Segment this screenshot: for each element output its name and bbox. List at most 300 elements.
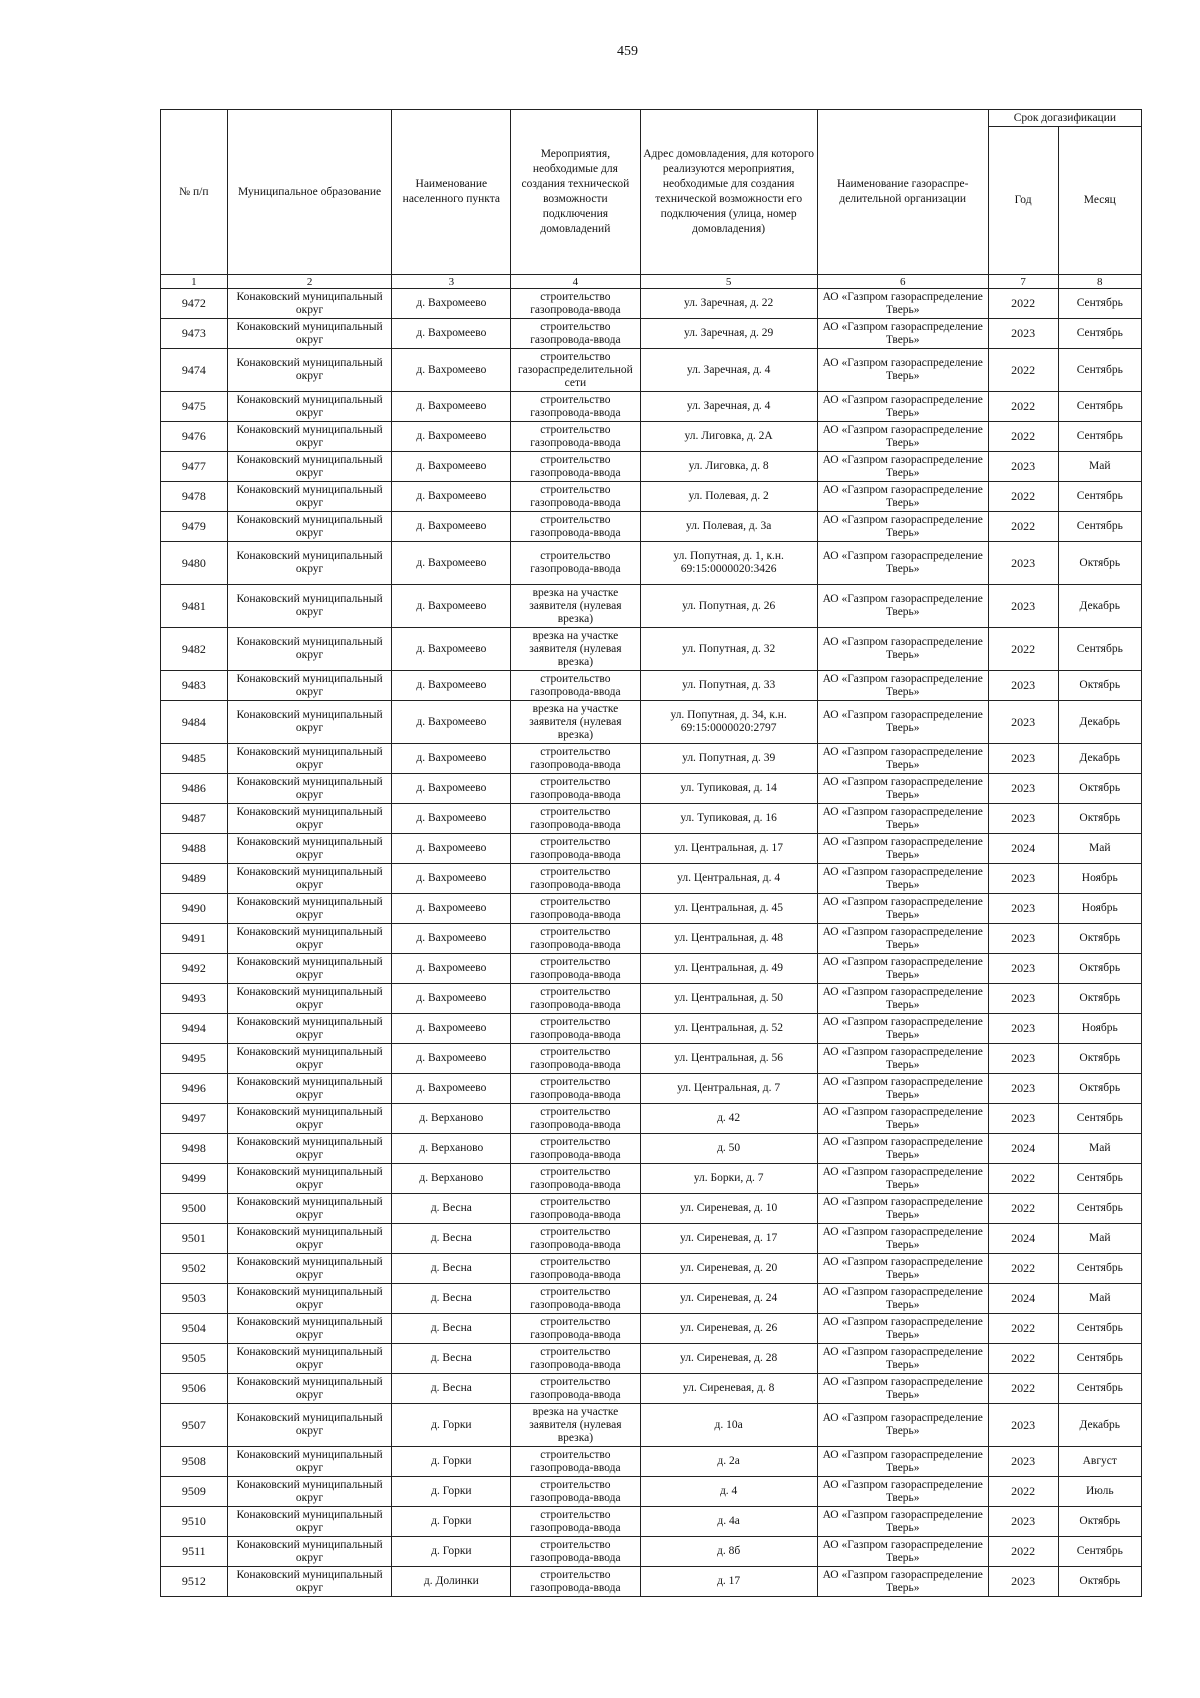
year-cell: 2024 [988,1134,1058,1164]
year-cell: 2023 [988,585,1058,628]
month-cell: Декабрь [1058,744,1141,774]
month-cell: Сентябрь [1058,392,1141,422]
column-number: 3 [392,275,511,289]
settlement-cell: д. Горки [392,1507,511,1537]
table-row [161,744,1142,774]
table-row [161,834,1142,864]
month-cell: Октябрь [1058,774,1141,804]
column-number: 4 [511,275,640,289]
settlement-cell: д. Вахромеево [392,671,511,701]
table-row [161,1344,1142,1374]
measure-cell: строительство газопровода-ввода [511,804,640,834]
municipality-cell: Конаковский муниципальный округ [227,512,392,542]
row-number: 9489 [161,864,228,894]
row-number: 9482 [161,628,228,671]
row-number: 9477 [161,452,228,482]
measure-cell: строительство газопровода-ввода [511,1447,640,1477]
table-row [161,1224,1142,1254]
measure-cell: строительство газопровода-ввода [511,774,640,804]
municipality-cell: Конаковский муниципальный округ [227,1404,392,1447]
row-number: 9488 [161,834,228,864]
month-cell: Октябрь [1058,1567,1141,1597]
year-cell: 2023 [988,864,1058,894]
month-cell: Октябрь [1058,542,1141,585]
gasification-table [160,109,1142,1597]
year-cell: 2023 [988,924,1058,954]
settlement-cell: д. Вахромеево [392,984,511,1014]
measure-cell: врезка на участке заявителя (нулевая врезка) [511,1404,640,1447]
address-cell: ул. Попутная, д. 34, к.н. 69:15:0000020:2797 [640,701,817,744]
municipality-cell: Конаковский муниципальный округ [227,1507,392,1537]
municipality-cell: Конаковский муниципальный округ [227,1044,392,1074]
address-cell: ул. Заречная, д. 22 [640,289,817,319]
table-row [161,1314,1142,1344]
gas-org-cell: АО «Газпром газораспределение Тверь» [817,392,988,422]
year-cell: 2023 [988,1507,1058,1537]
address-cell: ул. Полевая, д. 3а [640,512,817,542]
settlement-cell: д. Вахромеево [392,924,511,954]
gas-org-cell: АО «Газпром газораспределение Тверь» [817,1314,988,1344]
month-cell: Сентябрь [1058,512,1141,542]
gas-org-cell: АО «Газпром газораспределение Тверь» [817,834,988,864]
settlement-cell: д. Вахромеево [392,701,511,744]
address-cell: д. 4а [640,1507,817,1537]
measure-cell: строительство газопровода-ввода [511,452,640,482]
settlement-cell: д. Весна [392,1344,511,1374]
year-cell: 2022 [988,1344,1058,1374]
month-cell: Май [1058,452,1141,482]
municipality-cell: Конаковский муниципальный округ [227,774,392,804]
table-row [161,1537,1142,1567]
measure-cell: строительство газопровода-ввода [511,512,640,542]
row-number: 9492 [161,954,228,984]
settlement-cell: д. Вахромеево [392,542,511,585]
header-municipality: Муниципальное образование [227,110,392,275]
measure-cell: строительство газопровода-ввода [511,924,640,954]
municipality-cell: Конаковский муниципальный округ [227,1014,392,1044]
table-row [161,954,1142,984]
year-cell: 2023 [988,671,1058,701]
month-cell: Октябрь [1058,804,1141,834]
measure-cell: врезка на участке заявителя (нулевая врезка) [511,628,640,671]
month-cell: Май [1058,834,1141,864]
settlement-cell: д. Вахромеево [392,774,511,804]
table-row [161,349,1142,392]
measure-cell: врезка на участке заявителя (нулевая врезка) [511,585,640,628]
municipality-cell: Конаковский муниципальный округ [227,1537,392,1567]
gas-org-cell: АО «Газпром газораспределение Тверь» [817,289,988,319]
table-row [161,1194,1142,1224]
measure-cell: строительство газопровода-ввода [511,1567,640,1597]
row-number: 9508 [161,1447,228,1477]
address-cell: д. 8б [640,1537,817,1567]
municipality-cell: Конаковский муниципальный округ [227,864,392,894]
month-cell: Декабрь [1058,1404,1141,1447]
column-number: 1 [161,275,228,289]
row-number: 9509 [161,1477,228,1507]
row-number: 9494 [161,1014,228,1044]
month-cell: Сентябрь [1058,1537,1141,1567]
table-row [161,422,1142,452]
table-row [161,1254,1142,1284]
row-number: 9503 [161,1284,228,1314]
month-cell: Декабрь [1058,701,1141,744]
table-row [161,984,1142,1014]
measure-cell: врезка на участке заявителя (нулевая врезка) [511,701,640,744]
year-cell: 2023 [988,894,1058,924]
measure-cell: строительство газопровода-ввода [511,864,640,894]
measure-cell: строительство газопровода-ввода [511,1537,640,1567]
month-cell: Сентябрь [1058,1314,1141,1344]
table-row [161,1447,1142,1477]
municipality-cell: Конаковский муниципальный округ [227,1344,392,1374]
month-cell: Сентябрь [1058,1194,1141,1224]
settlement-cell: д. Вахромеево [392,392,511,422]
month-cell: Май [1058,1224,1141,1254]
settlement-cell: д. Вахромеево [392,744,511,774]
settlement-cell: д. Вахромеево [392,954,511,984]
measure-cell: строительство газораспределительной сети [511,349,640,392]
month-cell: Декабрь [1058,585,1141,628]
row-number: 9507 [161,1404,228,1447]
settlement-cell: д. Вахромеево [392,834,511,864]
measure-cell: строительство газопровода-ввода [511,1134,640,1164]
gas-org-cell: АО «Газпром газораспределение Тверь» [817,671,988,701]
address-cell: ул. Центральная, д. 52 [640,1014,817,1044]
municipality-cell: Конаковский муниципальный округ [227,542,392,585]
year-cell: 2022 [988,628,1058,671]
gas-org-cell: АО «Газпром газораспределение Тверь» [817,1194,988,1224]
municipality-cell: Конаковский муниципальный округ [227,744,392,774]
address-cell: ул. Заречная, д. 4 [640,349,817,392]
month-cell: Ноябрь [1058,864,1141,894]
table-row [161,1134,1142,1164]
measure-cell: строительство газопровода-ввода [511,1374,640,1404]
year-cell: 2022 [988,289,1058,319]
page-number: 459 [617,44,638,59]
address-cell: ул. Лиговка, д. 8 [640,452,817,482]
address-cell: ул. Центральная, д. 48 [640,924,817,954]
measure-cell: строительство газопровода-ввода [511,1014,640,1044]
year-cell: 2023 [988,701,1058,744]
month-cell: Май [1058,1134,1141,1164]
address-cell: ул. Сиреневая, д. 8 [640,1374,817,1404]
settlement-cell: д. Вахромеево [392,894,511,924]
gas-org-cell: АО «Газпром газораспределение Тверь» [817,1104,988,1134]
header-num: № п/п [161,110,228,275]
municipality-cell: Конаковский муниципальный округ [227,1254,392,1284]
municipality-cell: Конаковский муниципальный округ [227,1164,392,1194]
year-cell: 2024 [988,1284,1058,1314]
header-group-deadline: Срок догазификации [988,110,1141,127]
gas-org-cell: АО «Газпром газораспределение Тверь» [817,894,988,924]
year-cell: 2022 [988,392,1058,422]
municipality-cell: Конаковский муниципальный округ [227,894,392,924]
row-number: 9505 [161,1344,228,1374]
municipality-cell: Конаковский муниципальный округ [227,319,392,349]
address-cell: ул. Центральная, д. 7 [640,1074,817,1104]
row-number: 9511 [161,1537,228,1567]
table-row [161,774,1142,804]
gas-org-cell: АО «Газпром газораспределение Тверь» [817,452,988,482]
gas-org-cell: АО «Газпром газораспределение Тверь» [817,482,988,512]
year-cell: 2023 [988,774,1058,804]
settlement-cell: д. Весна [392,1194,511,1224]
settlement-cell: д. Вахромеево [392,319,511,349]
measure-cell: строительство газопровода-ввода [511,744,640,774]
gas-org-cell: АО «Газпром газораспределение Тверь» [817,542,988,585]
settlement-cell: д. Вахромеево [392,1044,511,1074]
table-row [161,1284,1142,1314]
month-cell: Август [1058,1447,1141,1477]
settlement-cell: д. Горки [392,1477,511,1507]
municipality-cell: Конаковский муниципальный округ [227,1567,392,1597]
year-cell: 2023 [988,1104,1058,1134]
month-cell: Октябрь [1058,1044,1141,1074]
table-row [161,1164,1142,1194]
municipality-cell: Конаковский муниципальный округ [227,1134,392,1164]
settlement-cell: д. Весна [392,1374,511,1404]
measure-cell: строительство газопровода-ввода [511,319,640,349]
table-row [161,894,1142,924]
address-cell: ул. Сиреневая, д. 26 [640,1314,817,1344]
measure-cell: строительство газопровода-ввода [511,984,640,1014]
table-row [161,1044,1142,1074]
municipality-cell: Конаковский муниципальный округ [227,834,392,864]
measure-cell: строительство газопровода-ввода [511,482,640,512]
row-number: 9485 [161,744,228,774]
year-cell: 2023 [988,744,1058,774]
municipality-cell: Конаковский муниципальный округ [227,984,392,1014]
row-number: 9510 [161,1507,228,1537]
gas-org-cell: АО «Газпром газораспределение Тверь» [817,1224,988,1254]
municipality-cell: Конаковский муниципальный округ [227,671,392,701]
municipality-cell: Конаковский муниципальный округ [227,1477,392,1507]
table-row [161,1014,1142,1044]
measure-cell: строительство газопровода-ввода [511,1314,640,1344]
table-row [161,319,1142,349]
measure-cell: строительство газопровода-ввода [511,1074,640,1104]
row-number: 9506 [161,1374,228,1404]
year-cell: 2023 [988,804,1058,834]
year-cell: 2023 [988,954,1058,984]
column-number: 6 [817,275,988,289]
address-cell: ул. Попутная, д. 1, к.н. 69:15:0000020:3426 [640,542,817,585]
municipality-cell: Конаковский муниципальный округ [227,954,392,984]
gas-org-cell: АО «Газпром газораспределение Тверь» [817,628,988,671]
month-cell: Сентябрь [1058,319,1141,349]
column-number: 2 [227,275,392,289]
year-cell: 2023 [988,319,1058,349]
table-row [161,1074,1142,1104]
measure-cell: строительство газопровода-ввода [511,1284,640,1314]
year-cell: 2023 [988,1044,1058,1074]
gas-org-cell: АО «Газпром газораспределение Тверь» [817,984,988,1014]
municipality-cell: Конаковский муниципальный округ [227,392,392,422]
gas-org-cell: АО «Газпром газораспределение Тверь» [817,1567,988,1597]
table-row [161,924,1142,954]
address-cell: ул. Заречная, д. 29 [640,319,817,349]
municipality-cell: Конаковский муниципальный округ [227,1374,392,1404]
address-cell: ул. Попутная, д. 33 [640,671,817,701]
address-cell: ул. Попутная, д. 26 [640,585,817,628]
row-number: 9474 [161,349,228,392]
year-cell: 2024 [988,834,1058,864]
measure-cell: строительство газопровода-ввода [511,834,640,864]
settlement-cell: д. Весна [392,1314,511,1344]
measure-cell: строительство газопровода-ввода [511,289,640,319]
row-number: 9475 [161,392,228,422]
settlement-cell: д. Горки [392,1537,511,1567]
row-number: 9491 [161,924,228,954]
gas-org-cell: АО «Газпром газораспределение Тверь» [817,1164,988,1194]
year-cell: 2023 [988,1074,1058,1104]
year-cell: 2022 [988,482,1058,512]
municipality-cell: Конаковский муниципальный округ [227,452,392,482]
address-cell: д. 50 [640,1134,817,1164]
measure-cell: строительство газопровода-ввода [511,1344,640,1374]
address-cell: ул. Сиреневая, д. 10 [640,1194,817,1224]
row-number: 9496 [161,1074,228,1104]
table-body [161,289,1142,1597]
measure-cell: строительство газопровода-ввода [511,1164,640,1194]
month-cell: Октябрь [1058,671,1141,701]
address-cell: д. 42 [640,1104,817,1134]
address-cell: ул. Попутная, д. 32 [640,628,817,671]
row-number: 9497 [161,1104,228,1134]
row-number: 9484 [161,701,228,744]
row-number: 9501 [161,1224,228,1254]
settlement-cell: д. Верханово [392,1134,511,1164]
month-cell: Сентябрь [1058,289,1141,319]
municipality-cell: Конаковский муниципальный округ [227,1447,392,1477]
year-cell: 2023 [988,984,1058,1014]
row-number: 9483 [161,671,228,701]
settlement-cell: д. Вахромеево [392,1014,511,1044]
year-cell: 2023 [988,452,1058,482]
row-number: 9502 [161,1254,228,1284]
gas-org-cell: АО «Газпром газораспределение Тверь» [817,1134,988,1164]
address-cell: ул. Центральная, д. 49 [640,954,817,984]
table-row [161,289,1142,319]
settlement-cell: д. Вахромеево [392,1074,511,1104]
table-row [161,482,1142,512]
address-cell: ул. Сиреневая, д. 24 [640,1284,817,1314]
row-number: 9476 [161,422,228,452]
year-cell: 2022 [988,512,1058,542]
address-cell: д. 4 [640,1477,817,1507]
address-cell: ул. Полевая, д. 2 [640,482,817,512]
municipality-cell: Конаковский муниципальный округ [227,1314,392,1344]
settlement-cell: д. Весна [392,1284,511,1314]
row-number: 9495 [161,1044,228,1074]
address-cell: д. 17 [640,1567,817,1597]
settlement-cell: д. Верханово [392,1164,511,1194]
municipality-cell: Конаковский муниципальный округ [227,804,392,834]
address-cell: ул. Борки, д. 7 [640,1164,817,1194]
month-cell: Октябрь [1058,1507,1141,1537]
row-number: 9473 [161,319,228,349]
year-cell: 2022 [988,1537,1058,1567]
measure-cell: строительство газопровода-ввода [511,1477,640,1507]
year-cell: 2023 [988,1014,1058,1044]
year-cell: 2022 [988,422,1058,452]
month-cell: Сентябрь [1058,1164,1141,1194]
gas-org-cell: АО «Газпром газораспределение Тверь» [817,804,988,834]
month-cell: Октябрь [1058,954,1141,984]
gas-org-cell: АО «Газпром газораспределение Тверь» [817,954,988,984]
row-number: 9499 [161,1164,228,1194]
year-cell: 2022 [988,1477,1058,1507]
row-number: 9479 [161,512,228,542]
year-cell: 2023 [988,1567,1058,1597]
settlement-cell: д. Вахромеево [392,349,511,392]
address-cell: ул. Сиреневая, д. 20 [640,1254,817,1284]
settlement-cell: д. Горки [392,1447,511,1477]
settlement-cell: д. Вахромеево [392,628,511,671]
table-header [161,110,1142,289]
gas-org-cell: АО «Газпром газораспределение Тверь» [817,422,988,452]
gas-org-cell: АО «Газпром газораспределение Тверь» [817,349,988,392]
table-row [161,1104,1142,1134]
year-cell: 2022 [988,1254,1058,1284]
municipality-cell: Конаковский муниципальный округ [227,422,392,452]
gas-org-cell: АО «Газпром газораспределение Тверь» [817,1507,988,1537]
municipality-cell: Конаковский муниципальный округ [227,1104,392,1134]
row-number: 9481 [161,585,228,628]
year-cell: 2022 [988,349,1058,392]
table-row [161,804,1142,834]
year-cell: 2023 [988,1404,1058,1447]
year-cell: 2022 [988,1194,1058,1224]
settlement-cell: д. Вахромеево [392,452,511,482]
month-cell: Сентябрь [1058,1104,1141,1134]
table-row [161,392,1142,422]
gas-org-cell: АО «Газпром газораспределение Тверь» [817,1074,988,1104]
month-cell: Сентябрь [1058,349,1141,392]
month-cell: Сентябрь [1058,1374,1141,1404]
year-cell: 2022 [988,1164,1058,1194]
month-cell: Октябрь [1058,984,1141,1014]
table-row [161,671,1142,701]
row-number: 9504 [161,1314,228,1344]
measure-cell: строительство газопровода-ввода [511,1254,640,1284]
municipality-cell: Конаковский муниципальный округ [227,1284,392,1314]
month-cell: Сентябрь [1058,1344,1141,1374]
measure-cell: строительство газопровода-ввода [511,894,640,924]
header-address: Адрес домовладения, для которого реализуются мероприятия, необходимые для создания технической возможности его подключения (улица, номер домовладения) [640,110,817,275]
measure-cell: строительство газопровода-ввода [511,1194,640,1224]
measure-cell: строительство газопровода-ввода [511,954,640,984]
settlement-cell: д. Вахромеево [392,289,511,319]
gas-org-cell: АО «Газпром газораспределение Тверь» [817,1284,988,1314]
measure-cell: строительство газопровода-ввода [511,1224,640,1254]
municipality-cell: Конаковский муниципальный округ [227,349,392,392]
gas-org-cell: АО «Газпром газораспределение Тверь» [817,1044,988,1074]
row-number: 9490 [161,894,228,924]
address-cell: ул. Заречная, д. 4 [640,392,817,422]
gas-org-cell: АО «Газпром газораспределение Тверь» [817,744,988,774]
gas-org-cell: АО «Газпром газораспределение Тверь» [817,319,988,349]
address-cell: ул. Сиреневая, д. 28 [640,1344,817,1374]
table-row [161,1567,1142,1597]
municipality-cell: Конаковский муниципальный округ [227,701,392,744]
row-number: 9512 [161,1567,228,1597]
measure-cell: строительство газопровода-ввода [511,1044,640,1074]
address-cell: ул. Попутная, д. 39 [640,744,817,774]
municipality-cell: Конаковский муниципальный округ [227,1194,392,1224]
address-cell: ул. Лиговка, д. 2А [640,422,817,452]
